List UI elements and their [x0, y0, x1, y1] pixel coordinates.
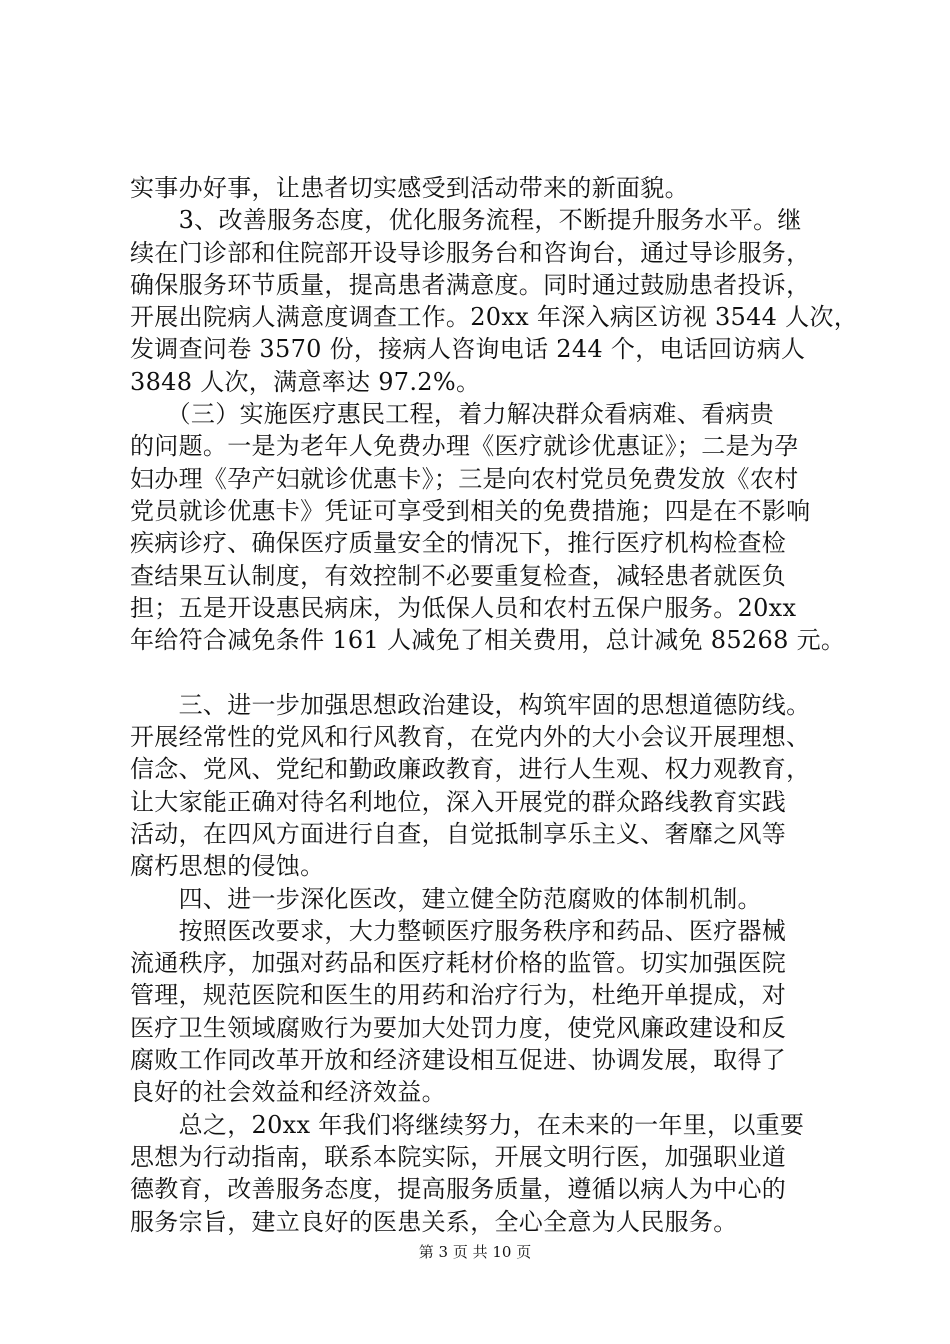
text-line: 开展经常性的党风和行风教育，在党内外的大小会议开展理想、	[130, 723, 811, 752]
text-line: 3、改善服务态度，优化服务流程，不断提升服务水平。继	[130, 206, 802, 235]
text-line: 良好的社会效益和经济效益。	[130, 1078, 446, 1107]
text-line: 确保服务环节质量，提高患者满意度。同时通过鼓励患者投诉，	[130, 270, 811, 299]
document-body	[130, 172, 859, 1238]
text-line: 查结果互认制度，有效控制不必要重复检查，减轻患者就医负	[130, 561, 787, 590]
text-line: 服务宗旨，建立良好的医患关系，全心全意为人民服务。	[130, 1207, 738, 1236]
text-line: 流通秩序，加强对药品和医疗耗材价格的监管。切实加强医院	[130, 949, 787, 978]
text-line: 总之，20xx 年我们将继续努力，在未来的一年里，以重要	[130, 1110, 805, 1139]
text-line: 实事办好事，让患者切实感受到活动带来的新面貌。	[130, 174, 689, 202]
text-line: 年给符合减免条件 161 人减免了相关费用，总计减免 85268 元。	[130, 626, 846, 655]
text-line: 四、进一步深化医改，建立健全防范腐败的体制机制。	[130, 884, 762, 913]
page-footer: 第 3 页 共 10 页	[418, 1243, 532, 1261]
text-line: 党员就诊优惠卡》凭证可享受到相关的免费措施；四是在不影响	[130, 496, 811, 525]
paragraph-gap	[130, 656, 830, 688]
text-line: 按照医改要求，大力整顿医疗服务秩序和药品、医疗器械	[130, 916, 787, 945]
text-line: 担；五是开设惠民病床，为低保人员和农村五保户服务。20xx	[130, 593, 797, 622]
text-line: 德教育，改善服务态度，提高服务质量，遵循以病人为中心的	[130, 1175, 787, 1204]
text-line: 活动，在四风方面进行自查，自觉抵制享乐主义、奢靡之风等	[130, 819, 787, 848]
text-line: 疾病诊疗、确保医疗质量安全的情况下，推行医疗机构检查检	[130, 529, 787, 558]
text-line: 3848 人次，满意率达 97.2%。	[130, 367, 481, 396]
text-line: 腐朽思想的侵蚀。	[130, 852, 325, 881]
text-line: 开展出院病人满意度调查工作。20xx 年深入病区访视 3544 人次，	[130, 303, 859, 332]
text-line: 管理，规范医院和医生的用药和治疗行为，杜绝开单提成，对	[130, 981, 787, 1010]
text-line: 腐败工作同改革开放和经济建设相互促进、协调发展，取得了	[130, 1046, 787, 1075]
text-line: 发调查问卷 3570 份，接病人咨询电话 244 个，电话回访病人	[130, 335, 806, 364]
text-line: 信念、党风、党纪和勤政廉政教育，进行人生观、权力观教育，	[130, 755, 811, 784]
text-line: 妇办理《孕产妇就诊优惠卡》；三是向农村党员免费发放《农村	[130, 464, 799, 493]
text-line: 的问题。一是为老年人免费办理《医疗就诊优惠证》；二是为孕	[130, 432, 799, 461]
text-line: 三、进一步加强思想政治建设，构筑牢固的思想道德防线。	[130, 690, 811, 719]
text-line: 让大家能正确对待名利地位，深入开展党的群众路线教育实践	[130, 787, 787, 816]
text-line: 思想为行动指南，联系本院实际，开展文明行医，加强职业道	[130, 1142, 787, 1171]
text-line: （三）实施医疗惠民工程，着力解决群众看病难、看病贵	[130, 400, 775, 429]
text-line: 医疗卫生领域腐败行为要加大处罚力度，使党风廉政建设和反	[130, 1013, 787, 1042]
text-line: 续在门诊部和住院部开设导诊服务台和咨询台，通过导诊服务，	[130, 238, 811, 267]
